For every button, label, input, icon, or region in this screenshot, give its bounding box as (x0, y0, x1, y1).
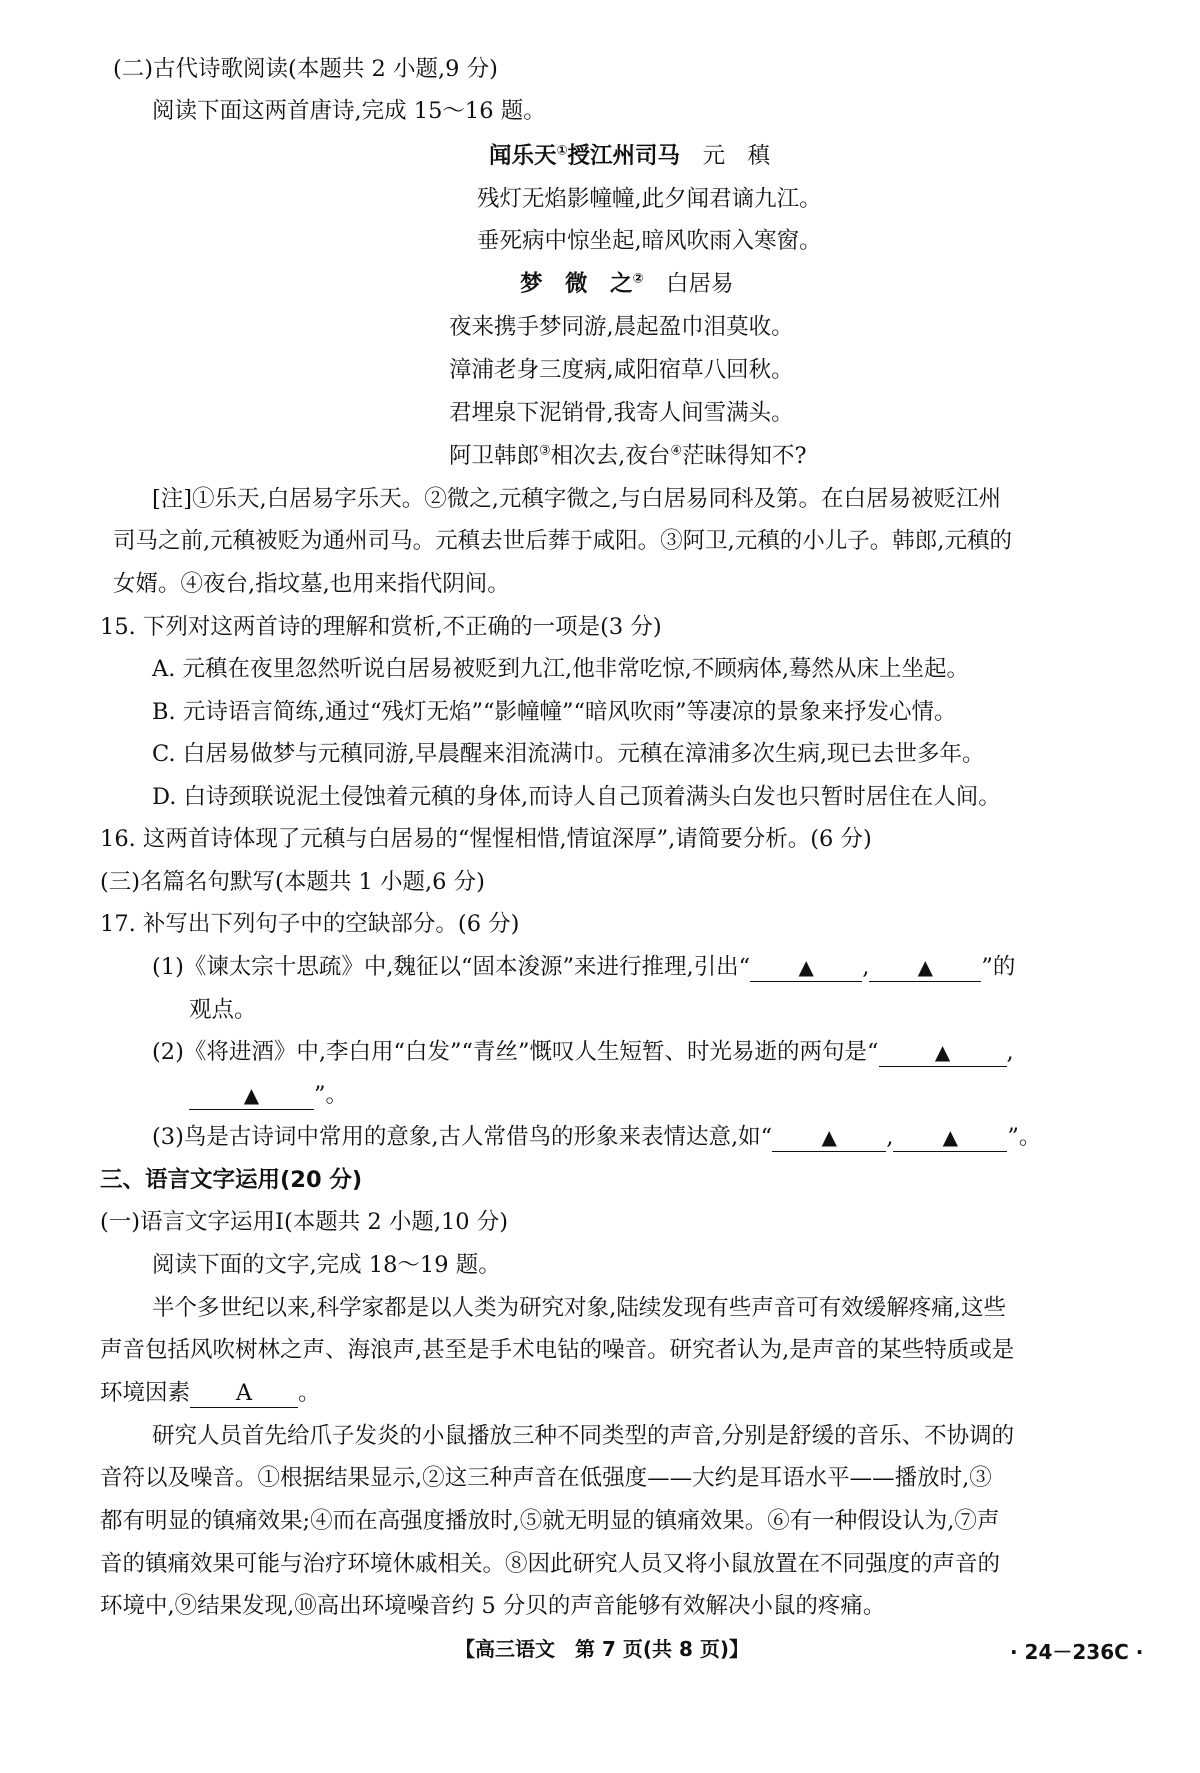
comma: , (886, 1124, 894, 1150)
poem1-author: 元 稹 (702, 143, 771, 169)
q17-item-3-text: (3)鸟是古诗词中常用的意象,古人常借鸟的形象来表情达意,如“ (152, 1124, 773, 1150)
triangle-mark: ▲ (934, 1040, 951, 1064)
q17-item-1-text: (1)《谏太宗十思疏》中,魏征以“固本浚源”来进行推理,引出“ (152, 954, 751, 980)
poem1-title (489, 143, 770, 170)
notes-line-1: [注]①乐天,白居易字乐天。②微之,元稹字微之,与白居易同科及第。在白居易被贬江州 (152, 486, 1002, 512)
comma: , (1006, 1039, 1014, 1065)
triangle-mark: ▲ (243, 1083, 260, 1107)
poem2-line-1: 夜来携手梦同游,晨起盈巾泪莫收。 (449, 314, 794, 340)
section-heading-poetry: (二)古代诗歌阅读(本题共 2 小题,9 分) (113, 56, 498, 82)
triangle-mark: ▲ (942, 1125, 959, 1149)
passage-text: 环境因素 (100, 1380, 191, 1406)
q17-item-1 (152, 954, 1015, 982)
answer-blank[interactable] (879, 1039, 1007, 1067)
note-marker: ② (632, 271, 644, 287)
q15-stem: 15. 下列对这两首诗的理解和赏析,不正确的一项是(3 分) (100, 614, 662, 640)
passage-line: 音符以及噪音。①根据结果显示,②这三种声音在低强度——大约是耳语水平——播放时,③ (100, 1465, 992, 1491)
answer-blank[interactable] (869, 954, 981, 982)
note-marker: ④ (670, 443, 682, 459)
poem2-line-2: 漳浦老身三度病,咸阳宿草八回秋。 (449, 357, 794, 383)
poem2-line-3: 君埋泉下泥销骨,我寄人间雪满头。 (449, 400, 794, 426)
passage-line: 环境中,⑨结果发现,⑩高出环境噪音约 5 分贝的声音能够有效解决小鼠的疼痛。 (100, 1593, 886, 1619)
instruction-poetry: 阅读下面这两首唐诗,完成 15～16 题。 (152, 98, 546, 124)
poem1-title-rest: 授江州司马 (567, 143, 681, 169)
answer-blank[interactable] (750, 954, 862, 982)
poem1-title-main: 闻乐天 (489, 143, 557, 169)
answer-blank[interactable] (893, 1124, 1007, 1152)
q17-item-2 (152, 1039, 1014, 1067)
poem1-line-2: 垂死病中惊坐起,暗风吹雨入寒窗。 (477, 228, 822, 254)
poem2-line-4-part: 相次去,夜台 (550, 443, 671, 469)
passage-line: 都有明显的镇痛效果;④而在高强度播放时,⑤就无明显的镇痛效果。⑥有一种假设认为,⑦声 (100, 1508, 1000, 1534)
q17-item-1-text: ”的 (981, 954, 1016, 980)
note-marker: ① (556, 143, 568, 159)
passage-line (100, 1380, 321, 1408)
triangle-mark: ▲ (821, 1125, 837, 1149)
comma: , (862, 954, 870, 980)
q17-item-3-text: ”。 (1007, 1124, 1042, 1150)
triangle-mark: ▲ (917, 955, 934, 979)
q17-item-2-text: (2)《将进酒》中,李白用“白发”“青丝”慨叹人生短暂、时光易逝的两句是“ (152, 1039, 879, 1065)
q17-item-1-cont: 观点。 (189, 997, 257, 1023)
answer-blank[interactable] (189, 1082, 314, 1110)
notes-line-2: 司马之前,元稹被贬为通州司马。元稹去世后葬于咸阳。③阿卫,元稹的小儿子。韩郎,元稹的 (113, 528, 1012, 554)
passage-line: 半个多世纪以来,科学家都是以人类为研究对象,陆续发现有些声音可有效缓解疼痛,这些 (152, 1295, 1006, 1321)
q17-item-2-text: ”。 (314, 1082, 349, 1108)
q15-option-b: B. 元诗语言简练,通过“残灯无焰”“影幢幢”“暗风吹雨”等凄凉的景象来抒发心情。 (152, 699, 957, 725)
poem2-line-4-part: 阿卫韩郎 (449, 443, 540, 469)
footer-code: · 24－236C · (1010, 1640, 1144, 1664)
q15-option-d: D. 白诗颈联说泥土侵蚀着元稹的身体,而诗人自己顶着满头白发也只暂时居住在人间。 (152, 784, 1001, 810)
passage-line: 研究人员首先给爪子发炎的小鼠播放三种不同类型的声音,分别是舒缓的音乐、不协调的 (152, 1423, 1015, 1449)
instruction-lang: 阅读下面的文字,完成 18～19 题。 (152, 1252, 501, 1278)
blank-a[interactable]: A (190, 1380, 298, 1408)
footer-page-info: 【高三语文 第 7 页(共 8 页)】 (455, 1637, 749, 1661)
answer-blank[interactable] (772, 1124, 886, 1152)
notes-line-3: 女婿。④夜台,指坟墓,也用来指代阴间。 (113, 571, 510, 597)
q17-item-2-cont (189, 1082, 348, 1110)
section-heading-famous: (三)名篇名句默写(本题共 1 小题,6 分) (100, 869, 485, 895)
poem2-line-4 (449, 443, 807, 470)
poem1-line-1: 残灯无焰影幢幢,此夕闻君谪九江。 (477, 186, 822, 212)
poem2-title (520, 271, 734, 298)
part-heading-3: 三、语言文字运用(20 分) (100, 1167, 363, 1193)
q15-option-c: C. 白居易做梦与元稹同游,早晨醒来泪流满巾。元稹在漳浦多次生病,现已去世多年。 (152, 741, 985, 767)
q17-stem: 17. 补写出下列句子中的空缺部分。(6 分) (100, 911, 520, 937)
note-marker: ③ (539, 443, 551, 459)
poem2-author: 白居易 (666, 271, 734, 297)
poem2-title-main: 梦 微 之 (520, 271, 633, 297)
triangle-mark: ▲ (798, 955, 814, 979)
passage-line: 声音包括风吹树林之声、海浪声,甚至是手术电钻的噪音。研究者认为,是声音的某些特质或是 (100, 1337, 1015, 1363)
passage-text: 。 (298, 1380, 321, 1406)
q16-stem: 16. 这两首诗体现了元稹与白居易的“惺惺相惜,情谊深厚”,请简要分析。(6 分) (100, 826, 872, 852)
q15-option-a: A. 元稹在夜里忽然听说白居易被贬到九江,他非常吃惊,不顾病体,蓦然从床上坐起。 (152, 656, 970, 682)
q17-item-3 (152, 1124, 1041, 1152)
poem2-line-4-part: 茫昧得知不? (681, 443, 807, 469)
passage-line: 音的镇痛效果可能与治疗环境休戚相关。⑧因此研究人员又将小鼠放置在不同强度的声音的 (100, 1551, 1001, 1577)
section-heading-lang1: (一)语言文字运用Ⅰ(本题共 2 小题,10 分) (100, 1209, 509, 1235)
